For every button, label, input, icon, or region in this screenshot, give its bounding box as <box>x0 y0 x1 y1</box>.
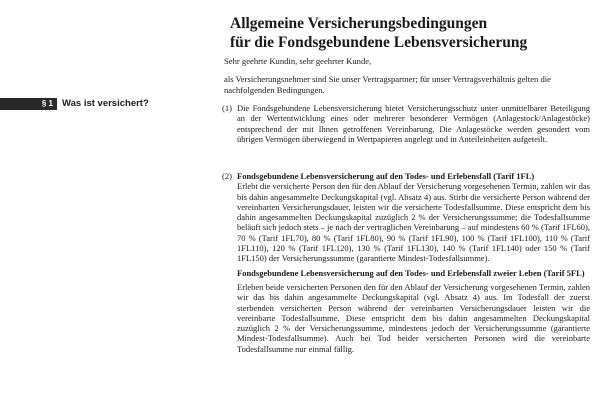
salutation: Sehr geehrte Kundin, sehr geehrter Kunde, <box>224 56 372 66</box>
section-number-tab: § 1 <box>0 98 57 110</box>
clause-text: Die Fondsgebundene Lebensversicherung bietet Versicherungsschutz unter unmittelbarer Beteiligung an der Wertentwicklung eines oder mehrerer besonderer Vermögen (Anlagestock/Anlagestöcke) entsprechend der mit Ihnen getroffenen Vereinbarung. Die Anlagestöcke werden gesondert vom übrigen Vermögen überwiegend in Wertpapieren angelegt und in Anteileinheiten aufgeteilt. <box>237 103 590 144</box>
clause-item-1 <box>222 103 590 144</box>
clause-number: (1) <box>222 103 232 113</box>
clause-text-tarif-5fl: Erleben beide versicherten Personen den für den Ablauf der Versicherung vorgesehenen Termin, zahlen wir das bis dahin angesammelte Deckungskapital (vgl. Absatz 4) aus. Im Todesfall der zuerst sterbenden versicherten Person während der vereinbarten Versicherungsdauer leisten wir die vereinbarte Todesfallsumme. Diese entspricht dem bis dahin angesammelten Deckungskapital zuzüglich 2 % der Versicherungssumme, mindestens jedoch der Versicherungssumme (garantierte Mindest-Todesfallsumme). Auch bei Tod beider versicherten Personen wird die vereinbarte Todesfallsumme nur einmal fällig. <box>237 281 590 354</box>
clause-heading-tarif-1fl: Fondsgebundene Lebensversicherung auf den Todes- und Erlebensfall (Tarif 1FL) <box>237 171 535 181</box>
clause-item-2 <box>222 171 590 354</box>
sub-block-tarif-5fl <box>237 268 590 354</box>
clause-number: (2) <box>222 171 232 181</box>
clause-text-tarif-1fl: Erlebt die versicherte Person den für den Ablauf der Versicherung vorgesehenen Termin, zahlen wir das bis dahin angesammelte Deckungskapital (vgl. Absatz 4) aus. Stirbt die versicherte Person während der vereinbarten Versicherungsdauer, leisten wir die versicherte Todesfallsumme. Diese entspricht dem bis dahin angesammelten Deckungskapital zuzüglich 2 % der Versicherungssumme; die Todesfallsumme beläuft sich jedoch stets – je nach der vertraglichen Vereinbarung – auf mindestens 60 % (Tarif 1FL60), 70 % (Tarif 1FL70), 80 % (Tarif 1FL80), 90 % (Tarif 1FL90), 100 % (Tarif 1FL100), 110 % (Tarif 1FL110), 120 % (Tarif 1FL120), 130 % (Tarif 1FL130), 140 % (Tarif 1FL140) oder 150 % (Tarif 1FL150) der Versicherungssumme (garantierte Mindest-Todesfallsumme). <box>237 181 590 264</box>
intro-paragraph: als Versicherungsnehmer sind Sie unser Vertragspartner; für unser Vertragsverhältnis gelten die nachfolgenden Bedingungen. <box>224 74 551 95</box>
document-title <box>230 14 590 52</box>
section-header <box>0 97 149 110</box>
title-line-2: für die Fondsgebundene Lebensversicherung <box>230 34 528 51</box>
title-line-1: Allgemeine Versicherungsbedingungen <box>230 15 488 32</box>
clause-heading-tarif-5fl: Fondsgebundene Lebensversicherung auf den Todes- und Erlebensfall zweier Leben (Tarif 5FL) <box>237 267 585 278</box>
section-title: Was ist versichert? <box>62 98 149 109</box>
